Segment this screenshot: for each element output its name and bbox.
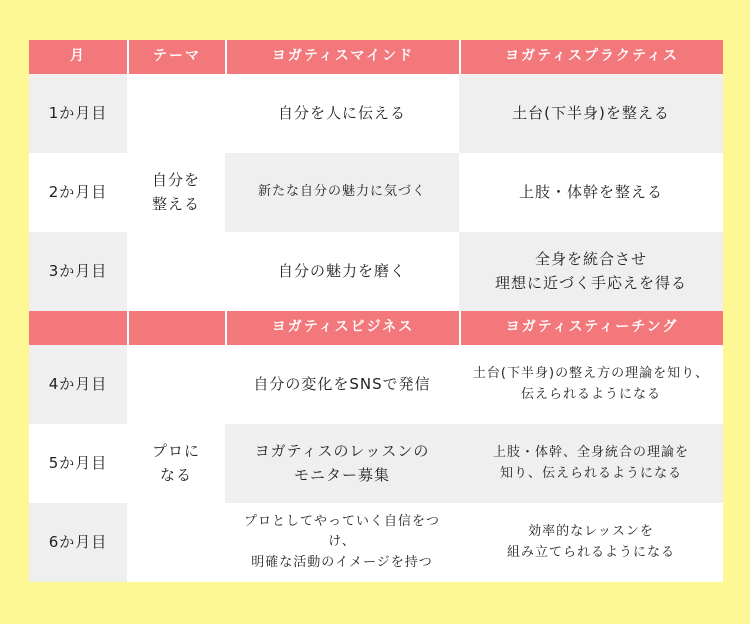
theme-line: なる (159, 465, 192, 484)
practice-cell: 土台(下半身)を整える (459, 74, 723, 153)
mind-cell: 新たな自分の魅力に気づく (225, 153, 459, 232)
practice-cell: 全身を統合させ 理想に近づく手応えを得る (459, 232, 723, 311)
month-cell: 1か月目 (29, 74, 127, 153)
teaching-cell: 土台(下半身)の整え方の理論を知り、 伝えられるようになる (459, 345, 723, 424)
business-cell: プロとしてやっていく自信をつけ、 明確な活動のイメージを持つ (225, 503, 459, 582)
header-blank (29, 311, 127, 345)
theme-line: 整える (151, 194, 200, 213)
header-theme: テーマ (127, 40, 225, 74)
month-cell: 4か月目 (29, 345, 127, 424)
header-yogatis-mind: ヨガティスマインド (225, 40, 459, 74)
theme-cell (127, 74, 225, 311)
theme-cell (127, 345, 225, 582)
practice-cell: 上肢・体幹を整える (459, 153, 723, 232)
curriculum-table (29, 40, 723, 582)
business-cell: 自分の変化をSNSで発信 (225, 345, 459, 424)
header-yogatis-teaching: ヨガティスティーチング (459, 311, 723, 345)
header-month: 月 (29, 40, 127, 74)
month-cell: 2か月目 (29, 153, 127, 232)
header-yogatis-business: ヨガティスビジネス (225, 311, 459, 345)
theme-line: 自分を (151, 171, 200, 190)
mind-cell: 自分を人に伝える (225, 74, 459, 153)
business-cell: ヨガティスのレッスンの モニター募集 (225, 424, 459, 503)
month-cell: 5か月目 (29, 424, 127, 503)
month-cell: 3か月目 (29, 232, 127, 311)
teaching-cell: 上肢・体幹、全身統合の理論を 知り、伝えられるようになる (459, 424, 723, 503)
header-yogatis-practice: ヨガティスプラクティス (459, 40, 723, 74)
teaching-cell: 効率的なレッスンを 組み立てられるようになる (459, 503, 723, 582)
month-cell: 6か月目 (29, 503, 127, 582)
header-blank (127, 311, 225, 345)
theme-line: プロに (151, 442, 200, 461)
mind-cell: 自分の魅力を磨く (225, 232, 459, 311)
